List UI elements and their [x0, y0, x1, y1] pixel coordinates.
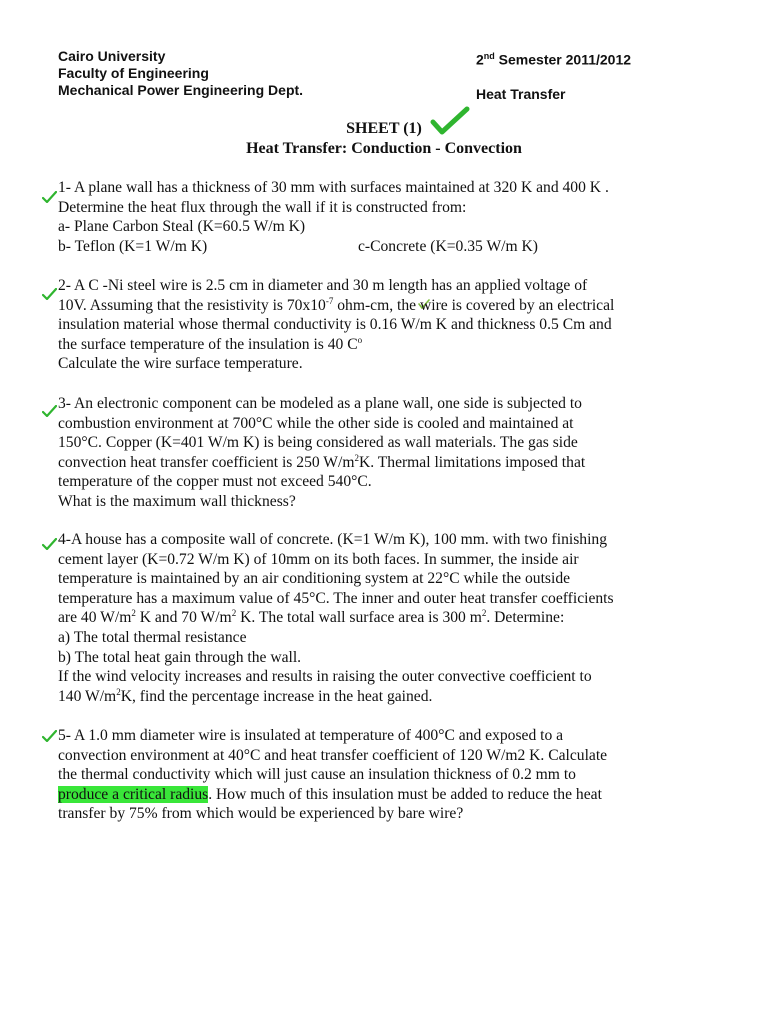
- sheet-title-block: [0, 119, 768, 159]
- faculty-name: Faculty of Engineering: [58, 65, 209, 81]
- sheet-title: SHEET (1): [346, 120, 422, 137]
- check-mark-icon: [42, 288, 57, 300]
- check-mark-icon: [42, 730, 57, 742]
- highlighted-text: produce a critical radius: [58, 785, 209, 803]
- check-mark-icon: [42, 191, 57, 203]
- header-institution: [58, 48, 303, 99]
- question-2: 2- A C -Ni steel wire is 2.5 cm in diameter and 30 m length has an applied voltage of 10V. Assuming that the resistivity is $70x10^{-7}$ ohm-cm, the wire is covered by an electrical insulation material whose thermal conductivity is 0.16 W/m K and thickness 0.5 Cm and the surface temperature of the insulation is 40 $C^o$ Calculate the wire surface temperature.: [58, 277, 615, 373]
- check-mark-icon: [42, 538, 57, 550]
- question-3: 3- An electronic component can be modeled as a plane wall, one side is subjected to combustion environment at 700°C while the other side is cooled and maintained at 150°C. Copper (K=401 W/m K) is being considered as wall materials. The gas side convection heat transfer coefficient is 250 $W/m^2K$. Thermal limitations imposed that temperature of the copper must not exceed 540°C. What is the maximum wall thickness?: [58, 395, 586, 510]
- question-5: 5- A 1.0 mm diameter wire is insulated at temperature of 400°C and exposed to a convection environment at 40°C and heat transfer coefficient of 120 W/m2 K. Calculate the thermal conductivity which will just cause an insulation thickness of 0.2 mm to produce a critical radius. How much of this insulation must be added to reduce the heat transfer by 75% from which would be experienced by bare wire?: [58, 727, 608, 823]
- sheet-subtitle: Heat Transfer: Conduction - Convection: [246, 140, 522, 157]
- semester-label: 2nd Semester 2011/2012: [476, 51, 632, 68]
- question-1: 1- A plane wall has a thickness of 30 mm with surfaces maintained at 320 K and 400 K . Determine the heat flux through the wall if it is constructed from: a- Plane Carbon Steal (K=60.5 W/m K) b- Teflon (K=1 W/m K) c-Concrete (K=0.35 W/m K): [58, 179, 609, 255]
- question-4: 4-A house has a composite wall of concrete. (K=1 W/m K), 100 mm. with two finishing cement layer (K=0.72 W/m K) of 10mm on its both faces. In summer, the inside air temperature is maintained by an air conditioning system at 22°C while the outside temperature has a maximum value of 45°C. The inner and outer heat transfer coefficients are 40 $W/m^2$ K and 70 $W/m^2$ K. The total wall surface area is 300 $m^2$. Determine: a) The total thermal resistance b) The total heat gain through the wall. If the wind velocity increases and results in raising the outer convective coefficient to 140 $W/m^2K$, find the percentage increase in the heat gained.: [58, 531, 614, 705]
- course-name: Heat Transfer: [476, 85, 566, 102]
- check-mark-icon: [42, 405, 57, 417]
- check-mark-icon: [430, 106, 470, 136]
- department-name: Mechanical Power Engineering Dept.: [58, 82, 304, 98]
- header-course-info: [476, 48, 631, 103]
- university-name: Cairo University: [58, 48, 166, 64]
